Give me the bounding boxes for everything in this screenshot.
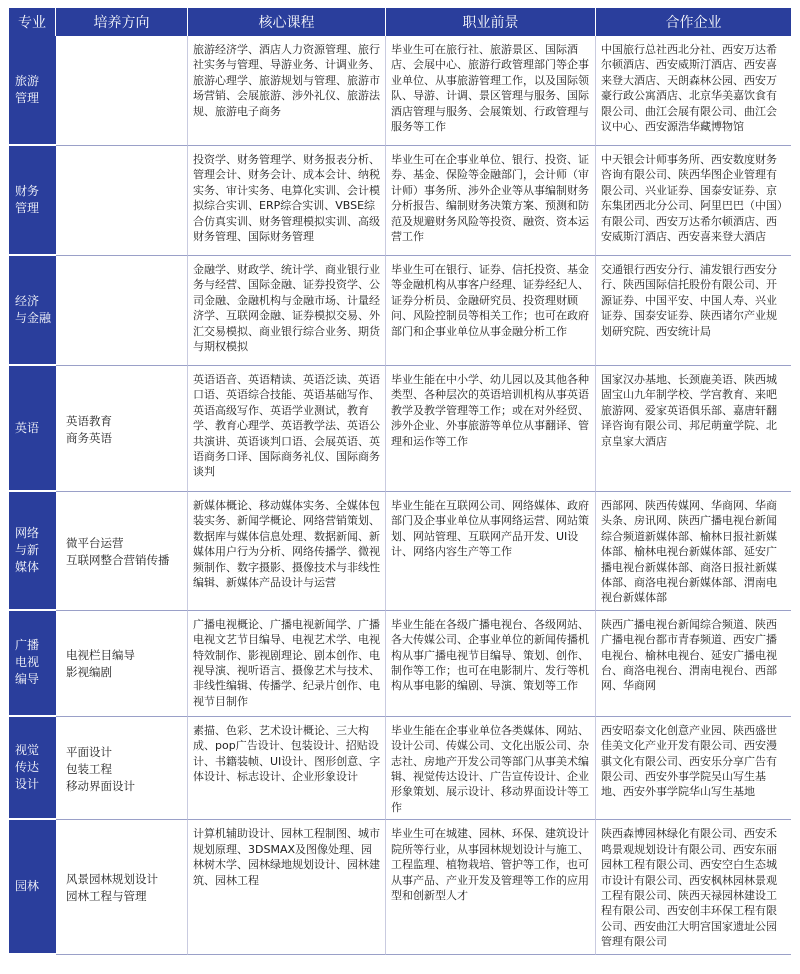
courses-cell: 素描、色彩、艺术设计概论、三大构成、pop广告设计、包装设计、招贴设计、书籍装帧、UI设计、图形创意、字体设计、标志设计、企业形象设计	[188, 717, 386, 820]
partners-cell: 陕西广播电视台新闻综合频道、陕西广播电视台都市青春频道、西安广播电视台、榆林电视台、延安广播电视台、商洛电视台、渭南电视台、西部网、华商网	[596, 611, 791, 717]
direction-cell	[56, 366, 188, 492]
direction-item: 电视栏目编导	[66, 648, 135, 663]
courses-cell: 金融学、财政学、统计学、商业银行业务与经营、国际金融、证券投资学、公司金融、金融机构与金融市场、计量经济学、互联网金融、证券模拟交易、外汇交易模拟、商业银行综合业务、期货与期权模拟	[188, 256, 386, 366]
direction-cell	[56, 820, 188, 954]
prospects-cell: 毕业生能在中小学、幼儿园以及其他各种类型、各种层次的英语培训机构从事英语教学及教学管理等工作；或在对外经贸、涉外企业、外事旅游等单位从事翻译、管理和运作等工作	[386, 366, 596, 492]
header-prospects: 职业前景	[386, 8, 596, 36]
major-name-line: 英语	[15, 420, 40, 435]
major-name-line: 旅游	[15, 74, 40, 88]
majors-table	[9, 8, 791, 955]
major-name-line: 电视	[15, 655, 40, 670]
prospects-cell: 毕业生可在银行、证券、信托投资、基金等金融机构从事客户经理、证券经纪人、证券分析员、金融研究员、投资理财顾问、风险控制员等相关工作；也可在政府部门和企事业单位从事金融分析工作	[386, 256, 596, 366]
major-name-line: 园林	[15, 878, 40, 893]
direction-cell	[56, 256, 188, 366]
direction-item: 包装工程	[66, 761, 112, 776]
courses-cell: 投资学、财务管理学、财务报表分析、管理会计、财务会计、成本会计、纳税实务、审计实务、电算化实训、会计模拟综合实训、ERP综合实训、VBSE综合仿真实训、财务管理模拟实训、高级财务管理、国际财务管理	[188, 146, 386, 256]
direction-cell	[56, 717, 188, 820]
major-name-line: 设计	[15, 777, 40, 792]
major-name-line: 网络	[15, 525, 40, 540]
major-name-line: 经济	[15, 294, 40, 308]
prospects-cell: 毕业生能在各级广播电视台、各级网站、各大传媒公司、企事业单位的新闻传播机构从事广播电视节目编导、策划、创作、制作等工作；也可在电影制片、发行等机构从事电影的编剧、导演、策划等工作	[386, 611, 596, 717]
header-row	[9, 8, 791, 36]
direction-cell	[56, 146, 188, 256]
direction-item: 园林工程与管理	[66, 888, 147, 903]
major-name-line: 与新	[15, 542, 40, 557]
major-name-line: 与金融	[15, 311, 52, 325]
table-row	[9, 366, 791, 492]
prospects-cell: 毕业生可在企事业单位、银行、投资、证券、基金、保险等金融部门，会计师（审计师）事务所、涉外企业等从事编制财务分析报告、编制财务决策方案、预测和防范及规避财务风险等投资、融资、资本运营工作	[386, 146, 596, 256]
major-cell	[9, 36, 56, 146]
major-name-line: 管理	[15, 201, 40, 215]
major-cell	[9, 492, 56, 611]
courses-cell: 英语语音、英语精读、英语泛读、英语口语、英语综合技能、英语基础写作、英语高级写作、英语学业测试，教育学、教育心理学、英语教学法、英语公共演讲、英语谈判口语、会展英语、英语商务口译、国际商务礼仪、国际商务谈判	[188, 366, 386, 492]
courses-cell: 旅游经济学、酒店人力资源管理、旅行社实务与管理、导游业务、计调业务、旅游心理学、旅游规划与管理、旅游市场营销、会展旅游、涉外礼仪、旅游法规、旅游电子商务	[188, 36, 386, 146]
direction-cell	[56, 36, 188, 146]
major-name-line: 管理	[15, 91, 40, 105]
header-partners: 合作企业	[596, 8, 791, 36]
major-name-line: 财务	[15, 184, 40, 198]
table-row	[9, 36, 791, 146]
direction-cell	[56, 492, 188, 611]
major-cell	[9, 717, 56, 820]
major-cell	[9, 366, 56, 492]
table-row	[9, 492, 791, 611]
table-row	[9, 146, 791, 256]
table-row	[9, 256, 791, 366]
direction-item: 商务英语	[66, 430, 112, 445]
direction-item: 平面设计	[66, 744, 112, 759]
partners-cell: 陕西森博园林绿化有限公司、西安禾鸣景观规划设计有限公司、西安东丽园林工程有限公司、西安空白生态城市设计有限公司、西安枫林园林景观工程有限公司、陕西天禄园林建设工程有限公司、西安创丰环保工程有限公司、西安曲江大明宫国家遗址公园管理有限公司	[596, 820, 791, 954]
table-row	[9, 717, 791, 820]
major-cell	[9, 820, 56, 954]
major-cell	[9, 256, 56, 366]
table-row	[9, 820, 791, 954]
prospects-cell: 毕业生能在企事业单位各类媒体、网站、设计公司、传媒公司、文化出版公司、杂志社、房地产开发公司等部门从事美术编辑、视觉传达设计、广告宣传设计、企业形象策划、展示设计、移动界面设计等工作	[386, 717, 596, 820]
direction-cell	[56, 611, 188, 717]
major-name-line: 编导	[15, 672, 40, 687]
major-name-line: 传达	[15, 760, 40, 775]
partners-cell: 交通银行西安分行、浦发银行西安分行、陕西国际信托股份有限公司、开源证券、中国平安、中国人寿、兴业证券、国泰安证券、陕西诸尔产业规划研究院、西安统计局	[596, 256, 791, 366]
partners-cell: 西安昭泰文化创意产业园、陕西盛世佳美文化产业开发有限公司、西安漫骐文化有限公司、西安乐分享广告有限公司、西安外事学院吴山写生基地、西安外事学院华山写生基地	[596, 717, 791, 820]
major-cell	[9, 611, 56, 717]
table-row	[9, 611, 791, 717]
header-courses: 核心课程	[188, 8, 386, 36]
partners-cell: 中天银会计师事务所、西安数度财务咨询有限公司、陕西华图企业管理有限公司、兴业证券、国泰安证券、京东集团西北分公司、阿里巴巴（中国）有限公司、西安万达希尔顿酒店、西安威斯汀酒店、西安喜来登大酒店	[596, 146, 791, 256]
direction-item: 风景园林规划设计	[66, 871, 158, 886]
prospects-cell: 毕业生可在旅行社、旅游景区、国际酒店、会展中心、旅游行政管理部门等企事业单位、从事旅游管理工作，以及国际领队、导游、计调、景区管理与服务、国际酒店管理与服务、会展策划、行政管理与服务等工作	[386, 36, 596, 146]
direction-item: 英语教育	[66, 413, 112, 428]
header-major: 专业	[9, 8, 56, 36]
table-body	[9, 36, 791, 955]
direction-item: 互联网整合营销传播	[66, 552, 170, 567]
direction-item: 影视编剧	[66, 665, 112, 680]
partners-cell: 国家汉办基地、长颈鹿美语、陕西城固宝山九年制学校、学宫教育、来吧旅游网、爱家英语俱乐部、嘉唐轩翻译咨询有限公司、邦尼萌童学院、北京皇家大酒店	[596, 366, 791, 492]
partners-cell: 中国旅行总社西北分社、西安万达希尔顿酒店、西安威斯汀酒店、西安喜来登大酒店、天朗森林公园、西安万豪行政公寓酒店、北京华美嘉饮食有限公司、曲江会展有限公司、曲江会议中心、西安源浩华藏博物馆	[596, 36, 791, 146]
courses-cell: 新媒体概论、移动媒体实务、全媒体包装实务、新闻学概论、网络营销策划、数据库与媒体信息处理、数据新闻、新媒体用户行为分析、网络传播学、微视频制作、数字摄影、摄像技术与非线性编辑、新媒体产品设计与运营	[188, 492, 386, 611]
courses-cell: 计算机辅助设计、园林工程制图、城市规划原理、3DSMAX及图像处理、园林树木学、园林绿地规划设计、园林建筑、园林工程	[188, 820, 386, 954]
major-name-line: 广播	[15, 638, 40, 653]
header-direction: 培养方向	[56, 8, 188, 36]
direction-item: 移动界面设计	[66, 778, 135, 793]
major-cell	[9, 146, 56, 256]
major-name-line: 媒体	[15, 559, 40, 574]
prospects-cell: 毕业生能在互联网公司、网络媒体、政府部门及企事业单位从事网络运营、网站策划、网站管理、互联网产品开发、UI设计、网络内容生产等工作	[386, 492, 596, 611]
partners-cell: 西部网、陕西传媒网、华商网、华商头条、房讯网、陕西广播电视台新闻综合频道新媒体部、榆林日报社新媒体部、榆林电视台新媒体部、延安广播电视台新媒体部、商洛日报社新媒体部、商洛电视台新媒体部、渭南电视台新媒体部	[596, 492, 791, 611]
courses-cell: 广播电视概论、广播电视新闻学、广播电视文艺节目编导、电视艺术学、电视特效制作、影视剧理论、剧本创作、电视导演、视听语言、摄像艺术与技术、非线性编辑、传播学、纪录片创作、电视节目制作	[188, 611, 386, 717]
direction-item: 微平台运营	[66, 535, 124, 550]
prospects-cell: 毕业生可在城建、园林、环保、建筑设计院所等行业，从事园林规划设计与施工、工程监理、植物栽培、管护等工作，也可从事产品、产业开发及管理等工作的应用型和创新型人才	[386, 820, 596, 954]
major-name-line: 视觉	[15, 743, 40, 758]
